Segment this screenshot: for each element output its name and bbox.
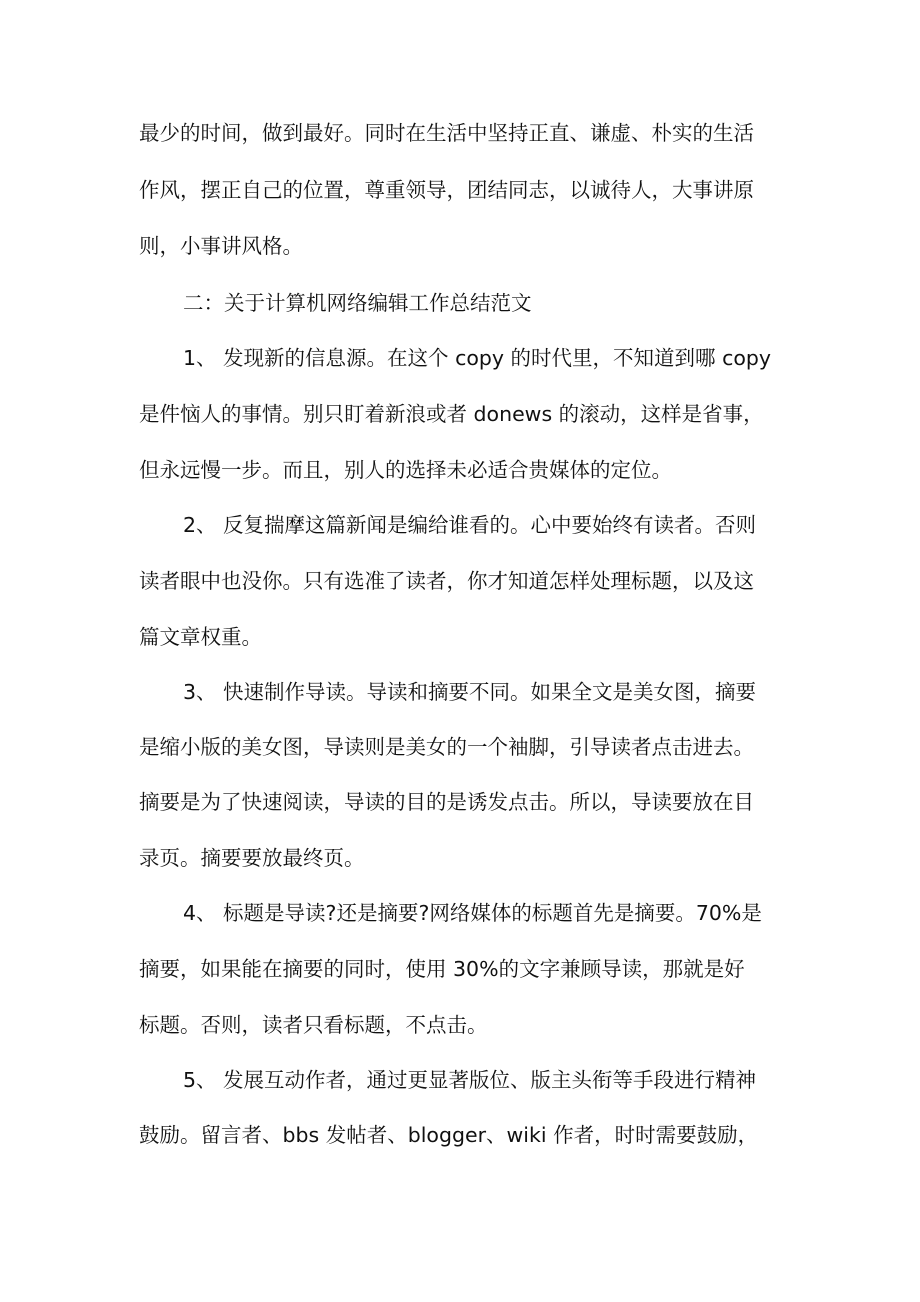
text-line: 摘要，如果能在摘要的同时，使用 30%的文字兼顾导读，那就是好 xyxy=(139,957,745,981)
list-item-3-first-line: 3、 快速制作导读。导读和摘要不同。如果全文是美女图，摘要 xyxy=(183,680,757,704)
text-line: 但永远慢一步。而且，别人的选择未必适合贵媒体的定位。 xyxy=(139,458,672,482)
text-line: 则，小事讲风格。 xyxy=(139,234,303,258)
section-heading: 二：关于计算机网络编辑工作总结范文 xyxy=(183,291,532,315)
text-line: 最少的时间，做到最好。同时在生活中坚持正直、谦虚、朴实的生活 xyxy=(139,121,754,145)
text-line: 读者眼中也没你。只有选准了读者，你才知道怎样处理标题，以及这 xyxy=(139,569,754,593)
list-item-1-first-line: 1、 发现新的信息源。在这个 copy 的时代里，不知道到哪 copy xyxy=(183,346,772,370)
list-item-5-first-line: 5、 发展互动作者，通过更显著版位、版主头衔等手段进行精神 xyxy=(183,1068,757,1092)
text-line: 录页。摘要要放最终页。 xyxy=(139,846,365,870)
text-line: 是缩小版的美女图，导读则是美女的一个袖脚，引导读者点击进去。 xyxy=(139,735,754,759)
text-line: 鼓励。留言者、bbs 发帖者、blogger、wiki 作者，时时需要鼓励， xyxy=(139,1123,759,1147)
list-item-4-first-line: 4、 标题是导读?还是摘要?网络媒体的标题首先是摘要。70%是 xyxy=(183,901,762,925)
text-line: 篇文章权重。 xyxy=(139,625,262,649)
text-line: 摘要是为了快速阅读，导读的目的是诱发点击。所以，导读要放在目 xyxy=(139,790,754,814)
text-line: 作风，摆正自己的位置，尊重领导，团结同志，以诚待人，大事讲原 xyxy=(139,178,754,202)
list-item-2-first-line: 2、 反复揣摩这篇新闻是编给谁看的。心中要始终有读者。否则 xyxy=(183,513,757,537)
text-line: 是件恼人的事情。别只盯着新浪或者 donews 的滚动，这样是省事， xyxy=(139,402,764,426)
text-line: 标题。否则，读者只看标题，不点击。 xyxy=(139,1013,488,1037)
